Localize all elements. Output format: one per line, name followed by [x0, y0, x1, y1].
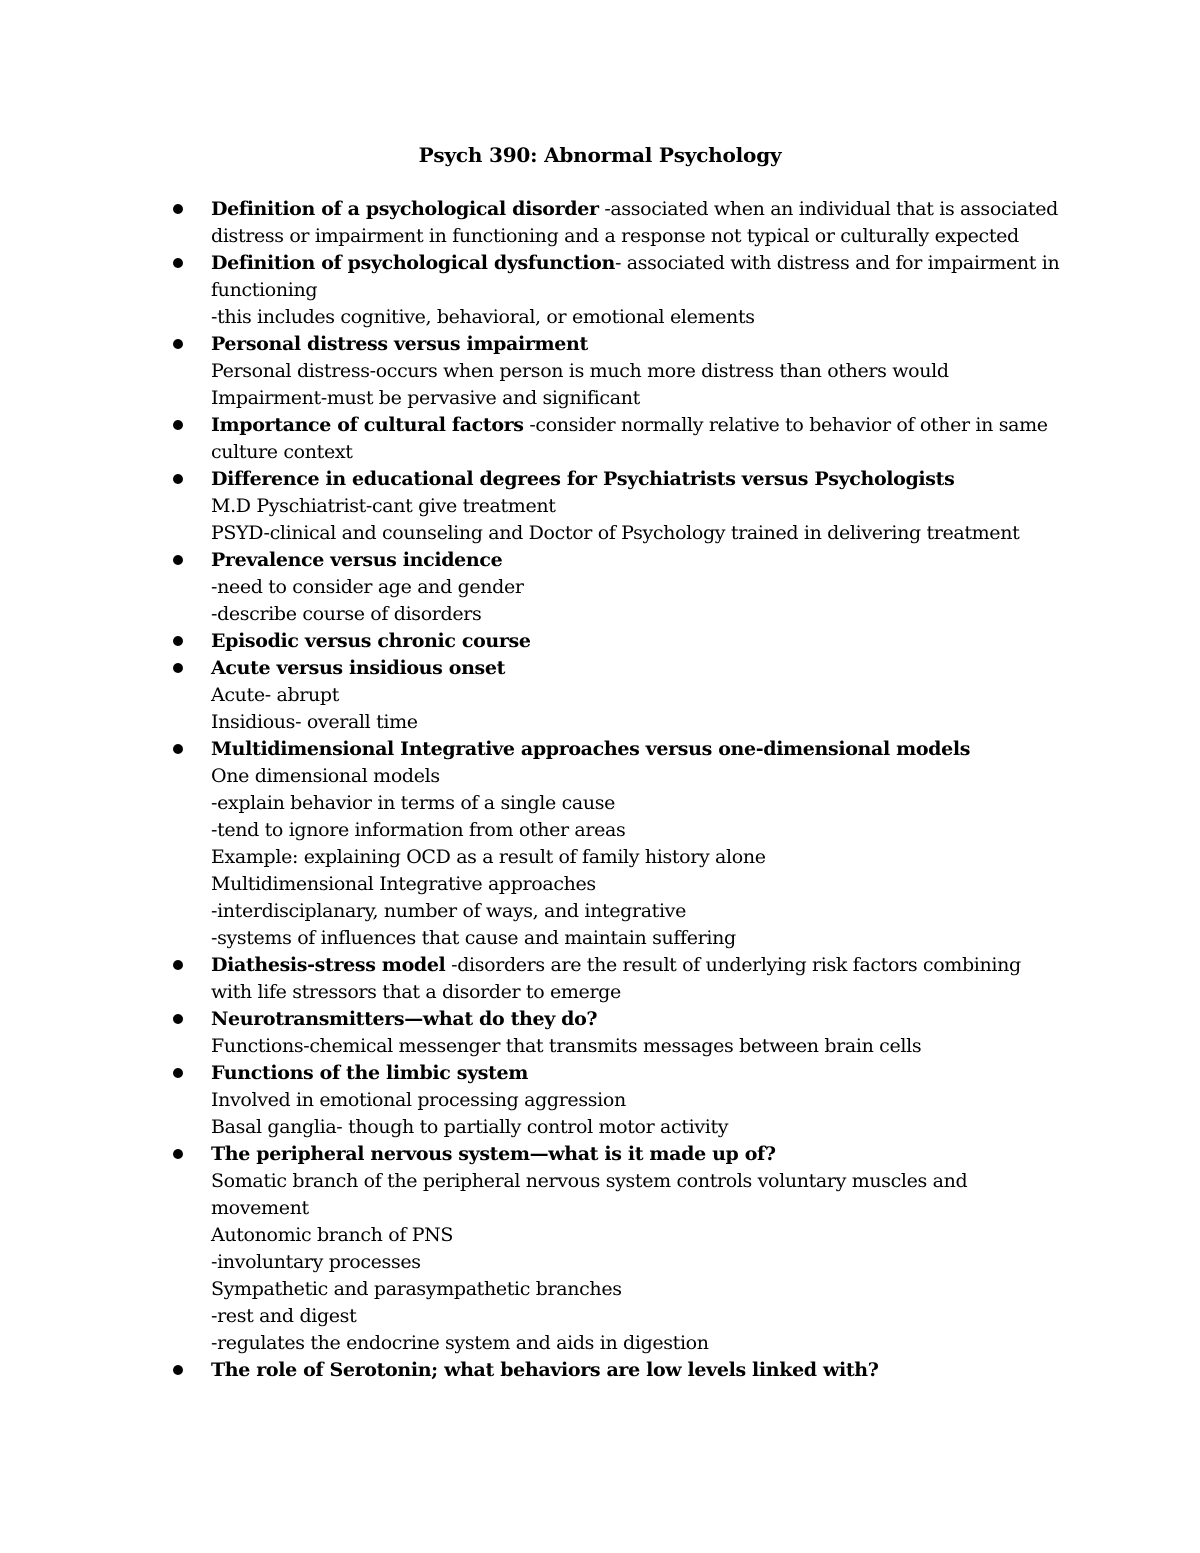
item-text-line: Somatic branch of the peripheral nervous system controls voluntary muscles and — [211, 1170, 968, 1192]
item-heading: Neurotransmitters—what do they do? — [211, 1008, 598, 1030]
item-text-line: -describe course of disorders — [211, 603, 482, 625]
item-text-line: -rest and digest — [211, 1305, 357, 1327]
item-text-line: -systems of influences that cause and maintain suffering — [211, 927, 736, 949]
bullet-icon — [173, 204, 183, 214]
notes-list — [211, 196, 1111, 1384]
item-text-line: Impairment-must be pervasive and significant — [211, 387, 640, 409]
item-first-line — [211, 547, 1111, 574]
item-text-line: Multidimensional Integrative approaches — [211, 873, 596, 895]
item-heading: Definition of a psychological disorder — [211, 198, 599, 220]
list-item — [211, 1006, 1111, 1060]
item-inline-text: -disorders are the result of underlying risk factors combining — [445, 954, 1021, 976]
item-first-line — [211, 331, 1111, 358]
item-text-line: PSYD-clinical and counseling and Doctor of Psychology trained in delivering treatment — [211, 522, 1020, 544]
item-text-line: Example: explaining OCD as a result of family history alone — [211, 846, 766, 868]
item-heading: Importance of cultural factors — [211, 414, 524, 436]
item-text-line: Functions-chemical messenger that transmits messages between brain cells — [211, 1035, 922, 1057]
item-text-line: -tend to ignore information from other areas — [211, 819, 626, 841]
bullet-icon — [173, 960, 183, 970]
bullet-icon — [173, 339, 183, 349]
item-text-line: distress or impairment in functioning and a response not typical or culturally expected — [211, 225, 1019, 247]
list-item — [211, 331, 1111, 412]
item-first-line — [211, 1357, 1111, 1384]
list-item — [211, 952, 1111, 1006]
item-text-line: culture context — [211, 441, 353, 463]
item-text-line: movement — [211, 1197, 309, 1219]
item-heading: Functions of the limbic system — [211, 1062, 529, 1084]
item-text-line: functioning — [211, 279, 318, 301]
item-text-line: -need to consider age and gender — [211, 576, 524, 598]
item-first-line — [211, 412, 1111, 439]
list-item — [211, 196, 1111, 250]
list-item — [211, 1141, 1111, 1357]
list-item — [211, 412, 1111, 466]
item-text-line: One dimensional models — [211, 765, 440, 787]
item-text-line: -involuntary processes — [211, 1251, 421, 1273]
item-heading: Difference in educational degrees for Psychiatrists versus Psychologists — [211, 468, 955, 490]
bullet-icon — [173, 474, 183, 484]
item-text-line: Sympathetic and parasympathetic branches — [211, 1278, 622, 1300]
item-first-line — [211, 1141, 1111, 1168]
item-heading: Prevalence versus incidence — [211, 549, 503, 571]
item-text-line: -explain behavior in terms of a single cause — [211, 792, 616, 814]
item-inline-text: - associated with distress and for impairment in — [614, 252, 1060, 274]
bullet-icon — [173, 1014, 183, 1024]
item-inline-text: -associated when an individual that is associated — [598, 198, 1058, 220]
item-heading: Multidimensional Integrative approaches versus one-dimensional models — [211, 738, 971, 760]
item-text-line: -interdisciplanary, number of ways, and integrative — [211, 900, 686, 922]
bullet-icon — [173, 420, 183, 430]
item-text-line: with life stressors that a disorder to emerge — [211, 981, 621, 1003]
list-item — [211, 1357, 1111, 1384]
item-heading: Diathesis-stress model — [211, 954, 446, 976]
item-text-line: Acute- abrupt — [211, 684, 339, 706]
item-heading: Personal distress versus impairment — [211, 333, 588, 355]
list-item — [211, 628, 1111, 655]
item-first-line — [211, 1006, 1111, 1033]
item-heading: Definition of psychological dysfunction — [211, 252, 615, 274]
item-first-line — [211, 628, 1111, 655]
bullet-icon — [173, 1068, 183, 1078]
item-text-line: M.D Pyschiatrist-cant give treatment — [211, 495, 556, 517]
list-item — [211, 466, 1111, 547]
bullet-icon — [173, 744, 183, 754]
item-first-line — [211, 250, 1111, 277]
item-first-line — [211, 736, 1111, 763]
list-item — [211, 1060, 1111, 1141]
item-heading: The role of Serotonin; what behaviors are low levels linked with? — [211, 1359, 879, 1381]
bullet-icon — [173, 636, 183, 646]
item-text-line: -regulates the endocrine system and aids in digestion — [211, 1332, 709, 1354]
item-text-line: Insidious- overall time — [211, 711, 418, 733]
item-first-line — [211, 952, 1111, 979]
item-heading: The peripheral nervous system—what is it made up of? — [211, 1143, 776, 1165]
list-item — [211, 547, 1111, 628]
item-first-line — [211, 196, 1111, 223]
item-first-line — [211, 466, 1111, 493]
item-text-line: Involved in emotional processing aggression — [211, 1089, 626, 1111]
bullet-icon — [173, 258, 183, 268]
bullet-icon — [173, 663, 183, 673]
item-first-line — [211, 655, 1111, 682]
bullet-icon — [173, 555, 183, 565]
bullet-icon — [173, 1149, 183, 1159]
item-text-line: Personal distress-occurs when person is much more distress than others would — [211, 360, 949, 382]
item-heading: Episodic versus chronic course — [211, 630, 531, 652]
bullet-icon — [173, 1365, 183, 1375]
item-text-line: Basal ganglia- though to partially control motor activity — [211, 1116, 729, 1138]
list-item — [211, 736, 1111, 952]
item-text-line: Autonomic branch of PNS — [211, 1224, 454, 1246]
list-item — [211, 250, 1111, 331]
item-first-line — [211, 1060, 1111, 1087]
page-title: Psych 390: Abnormal Psychology — [418, 143, 782, 167]
item-heading: Acute versus insidious onset — [211, 657, 506, 679]
list-item — [211, 655, 1111, 736]
item-text-line: -this includes cognitive, behavioral, or emotional elements — [211, 306, 755, 328]
item-inline-text: -consider normally relative to behavior of other in same — [523, 414, 1048, 436]
